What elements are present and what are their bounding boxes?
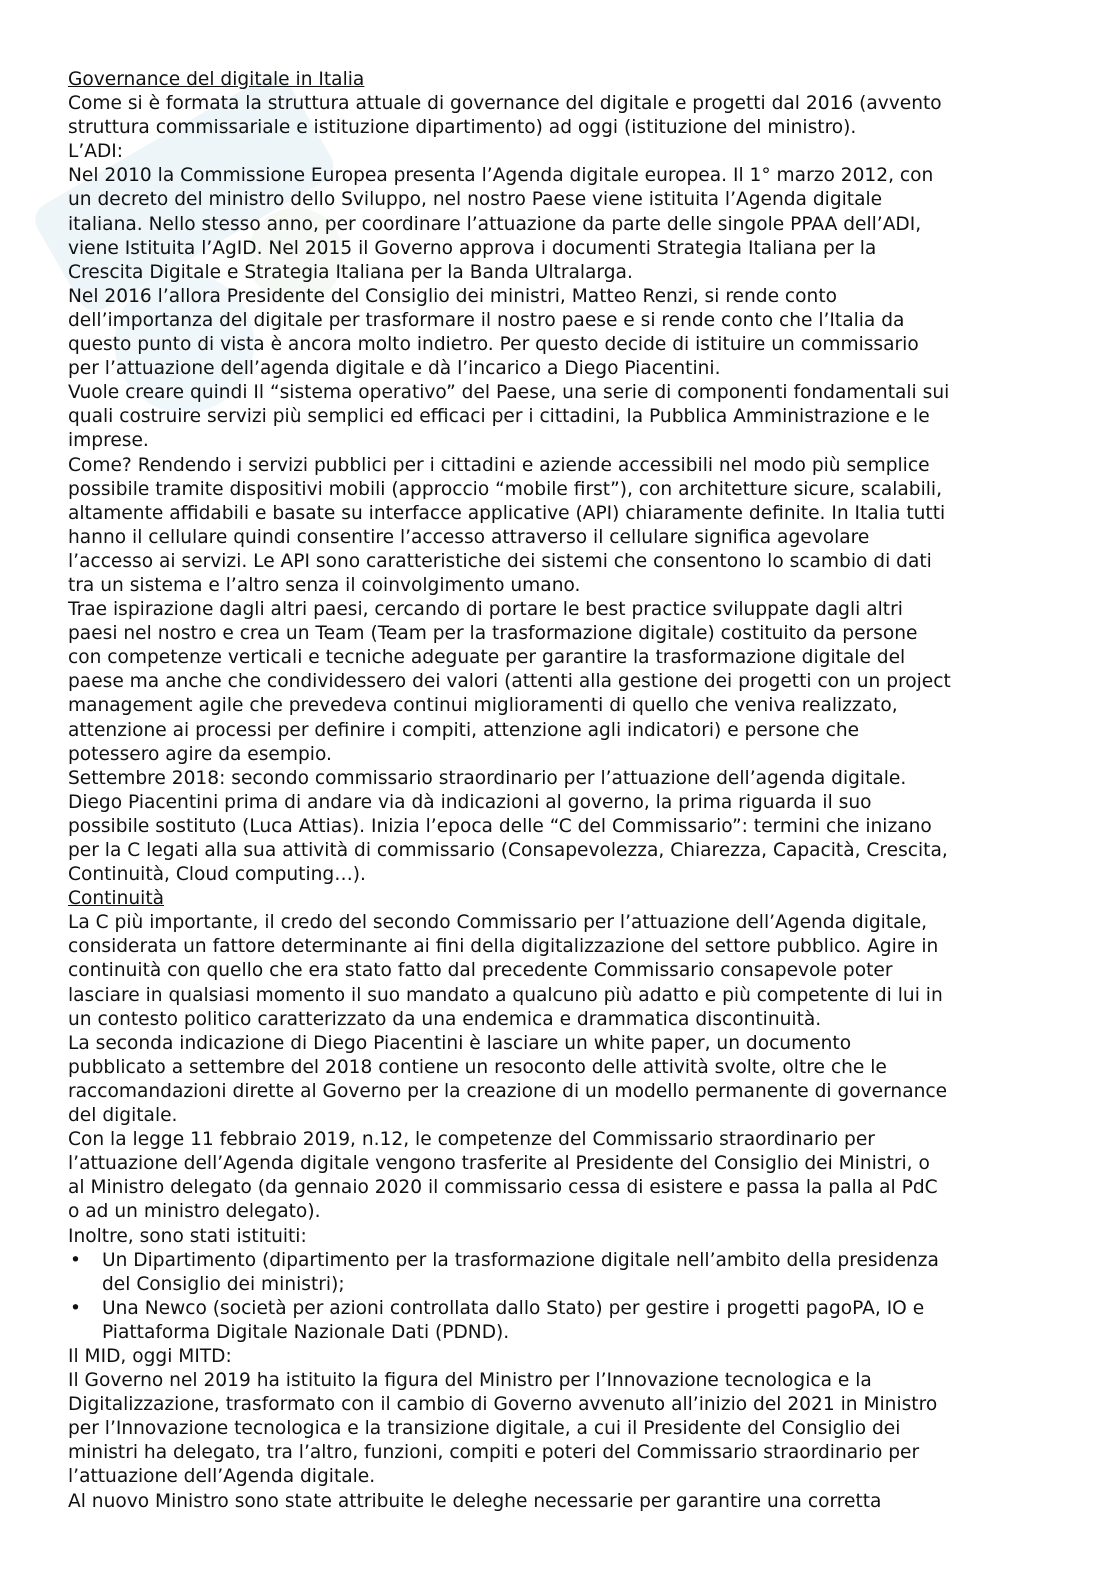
text-line: La seconda indicazione di Diego Piacentini è lasciare un white paper, un documento bbox=[68, 1032, 852, 1054]
bullet-icon: • bbox=[70, 1297, 81, 1319]
text-line: al Ministro delegato (da gennaio 2020 il commissario cessa di esistere e passa la palla al PdC bbox=[68, 1177, 938, 1199]
text-line: ministri ha delegato, tra l’altro, funzioni, compiti e poteri del Commissario straordinario per bbox=[68, 1442, 920, 1464]
text-line: Continuità, Cloud computing…). bbox=[68, 864, 366, 886]
text-line: raccomandazioni dirette al Governo per la creazione di un modello permanente di governance bbox=[68, 1080, 948, 1102]
text-line: per la C legati alla sua attività di commissario (Consapevolezza, Chiarezza, Capacità, Crescita, bbox=[68, 840, 948, 861]
bullet-list bbox=[68, 1249, 1078, 1345]
text-line: Con la legge 11 febbraio 2019, n.12, le competenze del Commissario straordinario per bbox=[68, 1129, 875, 1151]
subheading-continuita: Continuità bbox=[68, 888, 165, 910]
text-line: management agile che prevedeva continui miglioramenti di quello che veniva realizzato, bbox=[68, 695, 898, 717]
text-line: imprese. bbox=[68, 430, 149, 452]
text-line: l’attuazione dell’Agenda digitale. bbox=[68, 1466, 376, 1488]
bullet-text: Una Newco (società per azioni controllata dallo Stato) per gestire i progetti pagoPA, IO e bbox=[102, 1297, 925, 1319]
text-line: Nel 2016 l’allora Presidente del Consiglio dei ministri, Matteo Renzi, si rende conto bbox=[68, 285, 837, 307]
text-line: Al nuovo Ministro sono state attribuite le deleghe necessarie per garantire una corretta bbox=[68, 1490, 882, 1512]
text-line: italiana. Nello stesso anno, per coordinare l’attuazione da parte delle singole PPAA dell’ADI, bbox=[68, 213, 922, 235]
document-title: Governance del digitale in Italia bbox=[68, 69, 365, 90]
section-continuita bbox=[68, 911, 1078, 1248]
text-line: lasciare in qualsiasi momento il suo mandato a qualcuno più adatto e più competente di lui in bbox=[68, 984, 943, 1006]
text-line: altamente affidabili e basate su interfacce applicative (API) chiaramente definite. In Italia tutti bbox=[68, 502, 946, 524]
text-line: Vuole creare quindi Il “sistema operativo” del Paese, una serie di componenti fondamentali sui bbox=[68, 382, 950, 404]
document-page bbox=[68, 68, 1078, 1514]
text-line: Come? Rendendo i servizi pubblici per i cittadini e aziende accessibili nel modo più semplice bbox=[68, 454, 930, 476]
text-line: un contesto politico caratterizzato da una endemica e drammatica discontinuità. bbox=[68, 1008, 822, 1030]
text-line: Inoltre, sono stati istituiti: bbox=[68, 1225, 307, 1247]
text-line: Nel 2010 la Commissione Europea presenta l’Agenda digitale europea. Il 1° marzo 2012, con bbox=[68, 165, 934, 187]
text-line: del digitale. bbox=[68, 1105, 178, 1127]
text-line: viene Istituita l’AgID. Nel 2015 il Governo approva i documenti Strategia Italiana per la bbox=[68, 237, 877, 259]
text-line: Crescita Digitale e Strategia Italiana per la Banda Ultralarga. bbox=[68, 261, 633, 283]
text-line: continuità con quello che era stato fatto dal precedente Commissario consapevole poter bbox=[68, 960, 893, 982]
text-line: pubblicato a settembre del 2018 contiene un resoconto delle attività svolte, oltre che le bbox=[68, 1056, 887, 1078]
text-line: Come si è formata la struttura attuale di governance del digitale e progetti dal 2016 (avvento bbox=[68, 93, 942, 115]
text-line: Digitalizzazione, trasformato con il cambio di Governo avvenuto all’inizio del 2021 in Ministro bbox=[68, 1394, 938, 1416]
text-line: questo punto di vista è ancora molto indietro. Per questo decide di istituire un commissario bbox=[68, 334, 919, 356]
text-line: o ad un ministro delegato). bbox=[68, 1201, 321, 1223]
text-line: hanno il cellulare quindi consentire l’accesso attraverso il cellulare significa agevolare bbox=[68, 526, 870, 548]
text-line: dell’importanza del digitale per trasformare il nostro paese e si rende conto che l’Italia da bbox=[68, 309, 905, 331]
bullet-text-continued: Piattaforma Digitale Nazionale Dati (PDND). bbox=[102, 1321, 510, 1343]
section-mitd bbox=[68, 1345, 1078, 1514]
text-line: per l’Innovazione tecnologica e la transizione digitale, a cui il Presidente del Consiglio dei bbox=[68, 1418, 901, 1440]
bullet-icon: • bbox=[70, 1249, 81, 1271]
text-line: struttura commissariale e istituzione dipartimento) ad oggi (istituzione del ministro). bbox=[68, 117, 857, 139]
text-line: l’attuazione dell’Agenda digitale vengono trasferite al Presidente del Consiglio dei Ministri, o bbox=[68, 1153, 930, 1175]
text-line: possibile sostituto (Luca Attias). Inizia l’epoca delle “C del Commissario”: termini che inizano bbox=[68, 815, 932, 837]
text-line: l’accesso ai servizi. Le API sono caratteristiche dei sistemi che consentono lo scambio di dati bbox=[68, 550, 932, 572]
text-line: un decreto del ministro dello Sviluppo, nel nostro Paese viene istituita l’Agenda digitale bbox=[68, 189, 883, 211]
bullet-item bbox=[68, 1249, 1078, 1297]
text-line: Diego Piacentini prima di andare via dà indicazioni al governo, la prima riguarda il suo bbox=[68, 791, 872, 813]
text-line: La C più importante, il credo del secondo Commissario per l’attuazione dell’Agenda digitale, bbox=[68, 912, 928, 934]
text-line: Settembre 2018: secondo commissario straordinario per l’attuazione dell’agenda digitale. bbox=[68, 767, 907, 789]
text-line: potessero agire da esempio. bbox=[68, 743, 332, 765]
bullet-text-continued: del Consiglio dei ministri); bbox=[102, 1273, 345, 1295]
text-line: Il Governo nel 2019 ha istituito la figura del Ministro per l’Innovazione tecnologica e la bbox=[68, 1370, 872, 1392]
text-line: Il MID, oggi MITD: bbox=[68, 1345, 232, 1367]
text-line: attenzione ai processi per definire i compiti, attenzione agli indicatori) e persone che bbox=[68, 719, 860, 741]
section-intro bbox=[68, 92, 1078, 887]
text-line: per l’attuazione dell’agenda digitale e dà l’incarico a Diego Piacentini. bbox=[68, 358, 721, 380]
text-line: quali costruire servizi più semplici ed efficaci per i cittadini, la Pubblica Amministrazione e le bbox=[68, 406, 930, 428]
text-line: considerata un fattore determinante ai fini della digitalizzazione del settore pubblico. Agire in bbox=[68, 936, 939, 958]
text-line: paese ma anche che condividessero dei valori (attenti alla gestione dei progetti con un project bbox=[68, 671, 951, 693]
text-line: Trae ispirazione dagli altri paesi, cercando di portare le best practice sviluppate dagli altri bbox=[68, 599, 903, 621]
text-line: paesi nel nostro e crea un Team (Team per la trasformazione digitale) costituito da persone bbox=[68, 623, 918, 645]
text-line: possibile tramite dispositivi mobili (approccio “mobile first”), con architetture sicure, scalabili, bbox=[68, 478, 942, 500]
bullet-item bbox=[68, 1297, 1078, 1345]
bullet-text: Un Dipartimento (dipartimento per la trasformazione digitale nell’ambito della presidenza bbox=[102, 1249, 939, 1271]
text-line: L’ADI: bbox=[68, 141, 124, 163]
text-line: tra un sistema e l’altro senza il coinvolgimento umano. bbox=[68, 574, 581, 596]
text-line: con competenze verticali e tecniche adeguate per garantire la trasformazione digitale del bbox=[68, 647, 906, 669]
